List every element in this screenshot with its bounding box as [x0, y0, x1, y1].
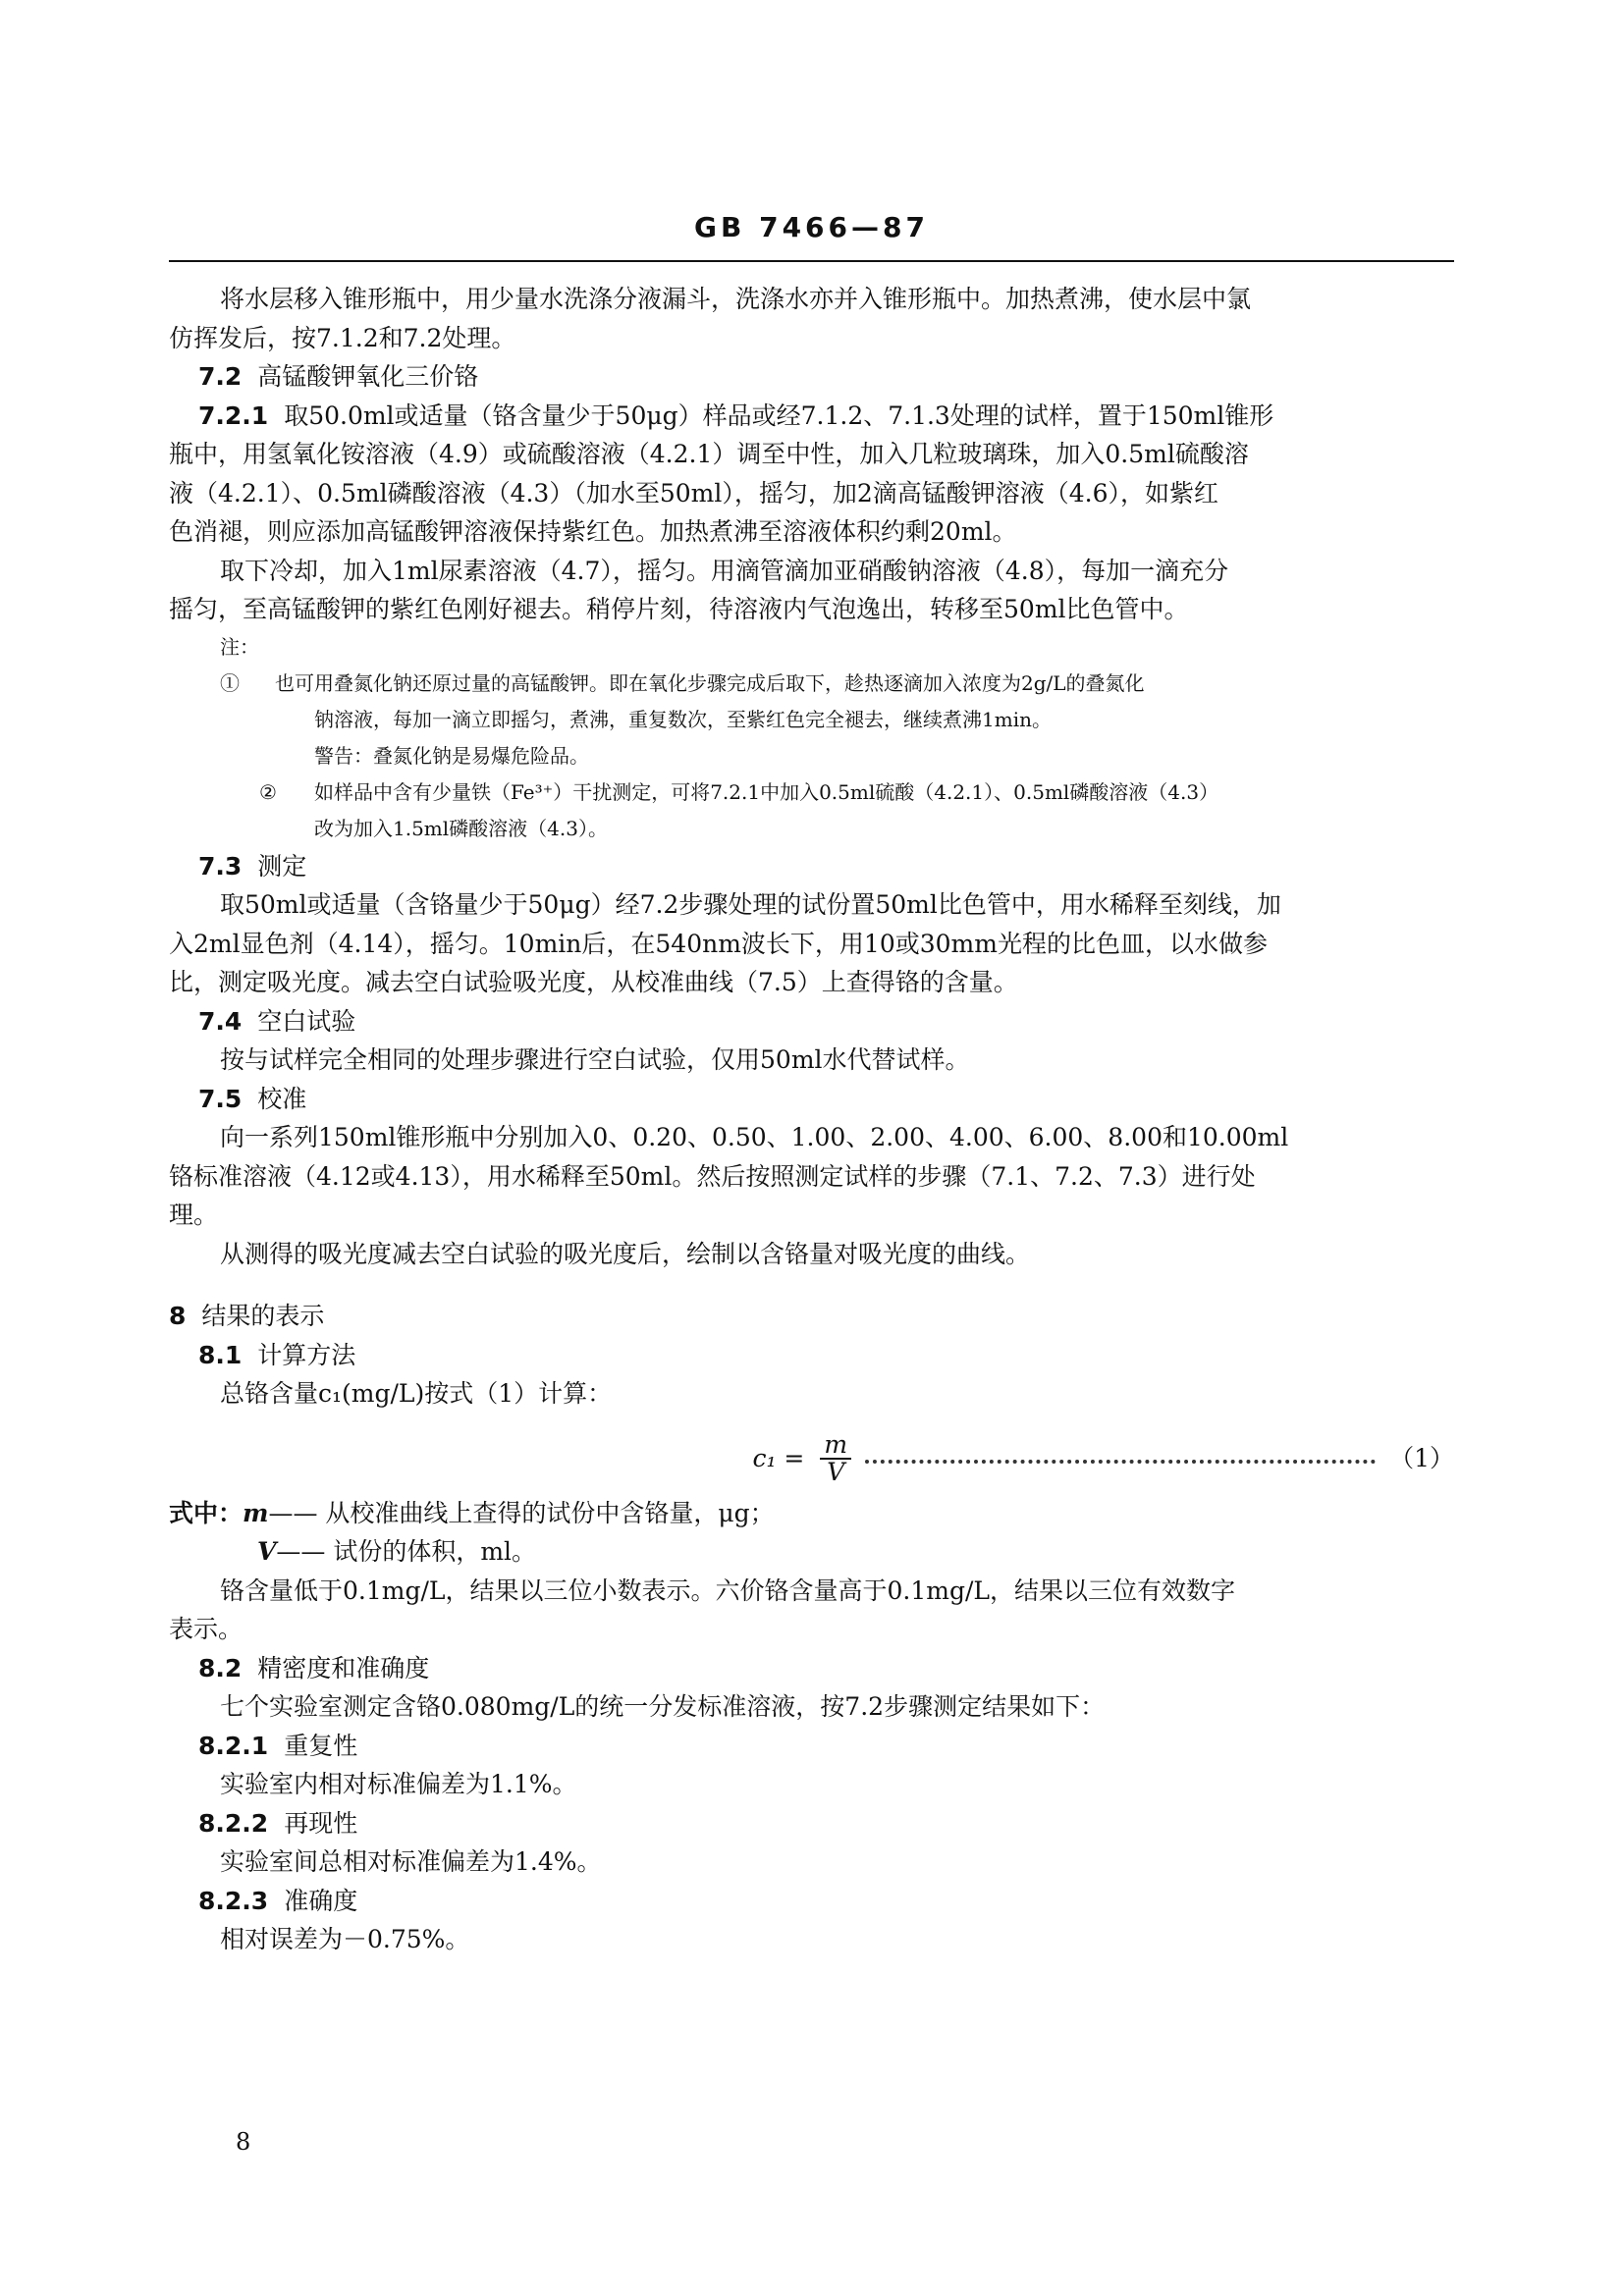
- paragraph-line: 液（4.2.1）、0.5ml磷酸溶液（4.3）（加水至50ml），摇匀，加2滴高锰酸钾溶液（4.6），如紫红: [169, 478, 1219, 507]
- legend-symbol: m: [243, 1498, 269, 1527]
- header-divider: [169, 260, 1454, 262]
- section-number: 8.2.3: [198, 1886, 269, 1915]
- section-title: 再现性: [284, 1808, 358, 1838]
- legend-text: —— 从校准曲线上查得的试份中含铬量，μg；: [268, 1498, 775, 1527]
- paragraph-line: 相对误差为－0.75%。: [220, 1925, 470, 1953]
- formula-fraction: [820, 1429, 851, 1486]
- warning-text: 警告：叠氮化钠是易爆危险品。: [314, 743, 589, 768]
- note-label: ②: [259, 779, 277, 804]
- paragraph-line: 摇匀，至高锰酸钾的紫红色刚好褪去。稍停片刻，待溶液内气泡逸出，转移至50ml比色管中。: [169, 595, 1189, 623]
- note-label: 注：①: [220, 634, 259, 695]
- paragraph-line: 铬标准溶液（4.12或4.13），用水稀释至50ml。然后按照测定试样的步骤（7.1、7.2、7.3）进行处: [169, 1161, 1256, 1191]
- section-number: 8: [169, 1302, 187, 1330]
- paragraph-line: 取50ml或适量（含铬量少于50μg）经7.2步骤处理的试份置50ml比色管中，用水稀释至刻线，加: [220, 890, 1281, 919]
- section-title: 重复性: [284, 1731, 358, 1760]
- paragraph-line: 实验室间总相对标准偏差为1.4%。: [220, 1847, 602, 1876]
- paragraph-line: 总铬含量c₁(mg/L)按式（1）计算：: [220, 1379, 613, 1408]
- legend-symbol: V: [257, 1537, 277, 1566]
- paragraph-line: 铬含量低于0.1mg/L，结果以三位小数表示。六价铬含量高于0.1mg/L，结果以三位有效数字: [220, 1575, 1235, 1605]
- formula-lhs: c₁ =: [752, 1443, 805, 1472]
- paragraph-line: 取50.0ml或适量（铬含量少于50μg）样品或经7.1.2、7.1.3处理的试样，置于150ml锥形: [284, 400, 1274, 430]
- paragraph-line: 从测得的吸光度减去空白试验的吸光度后，绘制以含铬量对吸光度的曲线。: [220, 1239, 1031, 1268]
- note-2: [169, 774, 1454, 811]
- section-heading-8: [169, 1297, 1454, 1336]
- section-number: 8.2: [198, 1653, 243, 1682]
- section-number: 7.2: [198, 362, 243, 391]
- section-number: 7.2.1: [198, 400, 269, 430]
- section-heading-7-3: [169, 847, 1454, 886]
- note-text: 也可用叠氮化钠还原过量的高锰酸钾。即在氧化步骤完成后取下，趁热逐滴加入浓度为2g/L的叠氮化: [275, 670, 1145, 695]
- paragraph-line: 仿挥发后，按7.1.2和7.2处理。: [169, 323, 516, 352]
- paragraph-line: 理。: [169, 1201, 219, 1229]
- legend-label: 式中：: [169, 1498, 243, 1527]
- section-heading-7-4: [169, 1002, 1454, 1041]
- note-text: 改为加入1.5ml磷酸溶液（4.3）。: [314, 816, 608, 840]
- formula-number: （1）: [1389, 1443, 1454, 1472]
- section-number: 8.1: [198, 1340, 243, 1369]
- formula-numerator: m: [820, 1432, 851, 1460]
- paragraph-line: 按与试样完全相同的处理步骤进行空白试验，仅用50ml水代替试样。: [220, 1045, 970, 1074]
- paragraph-line: 瓶中，用氢氧化铵溶液（4.9）或硫酸溶液（4.2.1）调至中性，加入几粒玻璃珠，加入0.5ml硫酸溶: [169, 440, 1249, 468]
- section-number: 7.5: [198, 1084, 243, 1113]
- section-number: 7.3: [198, 851, 243, 881]
- section-number: 8.2.1: [198, 1731, 269, 1760]
- section-heading-8-2-3: [169, 1882, 1454, 1921]
- formula-legend-v: [169, 1532, 1454, 1572]
- paragraph-line: 色消褪，则应添加高锰酸钾溶液保持紫红色。加热煮沸至溶液体积约剩20ml。: [169, 517, 1017, 546]
- section-title: 校准: [257, 1084, 307, 1113]
- section-title: 精密度和准确度: [257, 1653, 430, 1682]
- paragraph-line: 比，测定吸光度。减去空白试验吸光度，从校准曲线（7.5）上查得铬的含量。: [169, 968, 1018, 996]
- formula-1: [169, 1423, 1454, 1494]
- dotted-leader: [865, 1454, 1376, 1464]
- legend-text: —— 试份的体积，ml。: [276, 1537, 537, 1566]
- note-text: 钠溶液，每加一滴立即摇匀，煮沸，重复数次，至紫红色完全褪去，继续煮沸1min。: [314, 707, 1052, 731]
- section-title: 准确度: [284, 1886, 358, 1915]
- section-number: 7.4: [198, 1006, 243, 1036]
- note-text: 如样品中含有少量铁（Fe³⁺）干扰测定，可将7.2.1中加入0.5ml硫酸（4.2.1）、0.5ml磷酸溶液（4.3）: [314, 779, 1219, 804]
- note-1: [169, 629, 1454, 702]
- section-heading-8-2-1: [169, 1727, 1454, 1766]
- section-title: 计算方法: [257, 1340, 356, 1369]
- paragraph-line: 入2ml显色剂（4.14），摇匀。10min后，在540nm波长下，用10或30mm光程的比色皿，以水做参: [169, 929, 1268, 958]
- paragraph-line: 向一系列150ml锥形瓶中分别加入0、0.20、0.50、1.00、2.00、4.00、6.00、8.00和10.00ml: [220, 1123, 1289, 1151]
- paragraph-line: 取下冷却，加入1ml尿素溶液（4.7），摇匀。用滴管滴加亚硝酸钠溶液（4.8），每加一滴充分: [220, 556, 1229, 585]
- formula-legend-m: [169, 1494, 1454, 1533]
- paragraph-line: 将水层移入锥形瓶中，用少量水洗涤分液漏斗，洗涤水亦并入锥形瓶中。加热煮沸，使水层中氯: [220, 285, 1252, 313]
- formula-denominator: V: [827, 1457, 845, 1486]
- section-title: 测定: [257, 851, 307, 881]
- page-header-title: GB 7466—87: [694, 211, 929, 243]
- section-heading-7-2: [169, 357, 1454, 397]
- section-heading-8-1: [169, 1336, 1454, 1375]
- section-title: 结果的表示: [201, 1302, 325, 1330]
- document-body: [169, 280, 1454, 1959]
- section-heading-7-2-1: [169, 397, 1454, 436]
- section-heading-8-2: [169, 1649, 1454, 1688]
- section-heading-7-5: [169, 1080, 1454, 1119]
- section-heading-8-2-2: [169, 1804, 1454, 1843]
- page-number: 8: [236, 2128, 251, 2156]
- section-title: 空白试验: [257, 1006, 356, 1036]
- paragraph-line: 表示。: [169, 1615, 243, 1643]
- paragraph-line: 七个实验室测定含铬0.080mg/L的统一分发标准溶液，按7.2步骤测定结果如下：: [220, 1692, 1106, 1721]
- section-number: 8.2.2: [198, 1808, 269, 1838]
- paragraph-line: 实验室内相对标准偏差为1.1%。: [220, 1770, 577, 1798]
- section-title: 高锰酸钾氧化三价铬: [257, 362, 479, 391]
